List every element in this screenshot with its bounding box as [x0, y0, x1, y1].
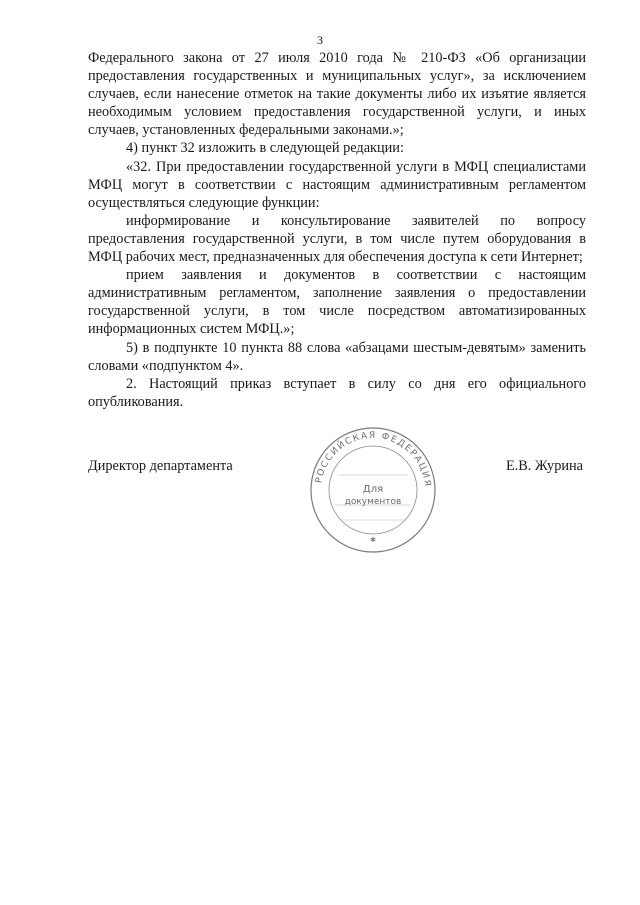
paragraph-continuation: Федерального закона от 27 июля 2010 года № 210-ФЗ «Об организации предоставления государственных и муниципальных услуг», за исключением случаев, если нанесение отметок на такие документы либо их изъятие является необходимым условием предоставления государственной услуги, и иных случаев, установленных федеральными законами.»;	[88, 50, 586, 139]
paragraph-function-reception: прием заявления и документов в соответствии с настоящим административным регламентом, заполнение заявления о предоставлении государственной услуги, в том числе посредством автоматизированных информационных систем МФЦ.»;	[88, 267, 586, 338]
seal-center-line-1: Для	[362, 484, 384, 495]
signatory-name: Е.В. Журина	[505, 458, 583, 474]
svg-text:РОССИЙСКАЯ ФЕДЕРАЦИЯ	[314, 431, 432, 488]
seal-center-line-2: документов	[344, 497, 402, 507]
official-seal-stamp	[308, 425, 438, 555]
document-body	[88, 49, 586, 411]
paragraph-item-4: 4) пункт 32 изложить в следующей редакции:	[126, 140, 404, 157]
paragraph-effective-date: 2. Настоящий приказ вступает в силу со дня его официального опубликования.	[88, 375, 586, 410]
paragraph-clause-32: «32. При предоставлении государственной услуги в МФЦ специалистами МФЦ могут в соответствии с настоящим административным регламентом осуществляться следующие функции:	[88, 158, 586, 211]
signatory-title: Директор департамента	[88, 458, 233, 474]
paragraph-item-5: 5) в подпункте 10 пункта 88 слова «абзацами шестым-девятым» заменить словами «подпунктом 4».	[88, 339, 586, 374]
svg-text:✱: ✱	[370, 536, 376, 544]
page-number: 3	[317, 33, 323, 47]
paragraph-function-informing: информирование и консультирование заявителей по вопросу предоставления государственной услуги, в том числе путем оборудования в МФЦ рабочих мест, предназначенных для обеспечения доступа к сети Интернет;	[88, 212, 586, 266]
seal-outer-text: РОССИЙСКАЯ ФЕДЕРАЦИЯ	[314, 430, 433, 489]
